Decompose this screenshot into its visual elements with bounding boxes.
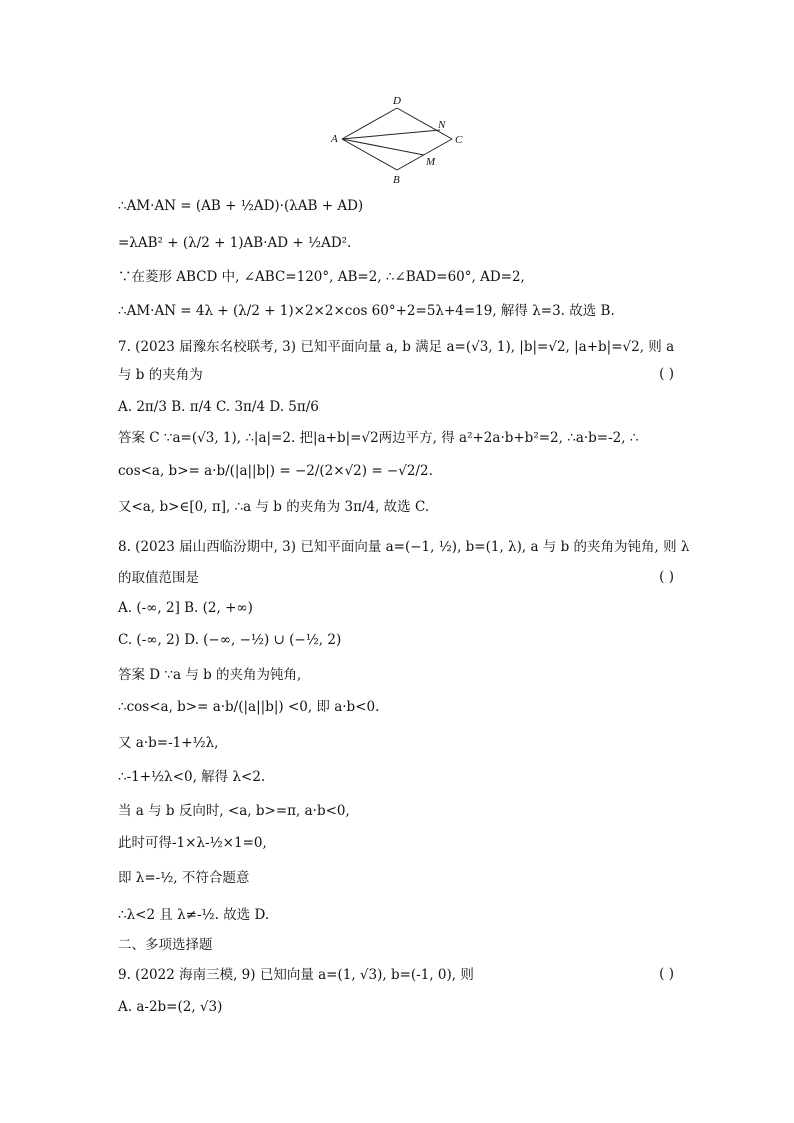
answer-bracket-8: ( ) bbox=[659, 569, 674, 585]
edge-BA bbox=[342, 139, 397, 170]
answer-8-line-2: ∴cos<a, b>= a·b/(|a||b|) <0, 即 a·b<0. bbox=[118, 699, 380, 715]
section-heading-multiple-choice: 二、多项选择题 bbox=[118, 937, 213, 953]
label-A: A bbox=[331, 133, 338, 145]
solution-line-4: ∴AM·AN = 4λ + (λ/2 + 1)×2×2×cos 60°+2=5λ+4=19, 解得 λ=3. 故选 B. bbox=[118, 303, 615, 319]
label-M: M bbox=[426, 156, 436, 168]
answer-bracket-7: ( ) bbox=[659, 366, 674, 382]
question-9-option-a: A. a-2b=(2, √3) bbox=[118, 999, 223, 1015]
answer-7-line-2: cos<a, b>= a·b/(|a||b|) = −2/(2×√2) = −√2/2. bbox=[118, 463, 433, 479]
answer-7-line-1: 答案 C ∵a=(√3, 1), ∴|a|=2. 把|a+b|=√2两边平方, 得 a²+2a·b+b²=2, ∴a·b=-2, ∴ bbox=[118, 430, 639, 446]
label-C: C bbox=[455, 134, 463, 146]
answer-7-line-3: 又<a, b>∈[0, π], ∴a 与 b 的夹角为 3π/4, 故选 C. bbox=[118, 499, 430, 515]
question-8-stem-cont: 的取值范围是 bbox=[118, 570, 199, 586]
label-D: D bbox=[393, 95, 401, 107]
answer-8-line-3: 又 a·b=-1+½λ, bbox=[118, 735, 219, 751]
solution-line-1: ∴AM·AN = (AB + ½AD)·(λAB + AD) bbox=[118, 198, 364, 214]
label-B: B bbox=[393, 174, 400, 186]
answer-8-line-1: 答案 D ∵a 与 b 的夹角为钝角, bbox=[118, 667, 302, 683]
question-8-stem: 8. (2023 届山西临汾期中, 3) 已知平面向量 a=(−1, ½), b=(1, λ), a 与 b 的夹角为钝角, 则 λ bbox=[118, 539, 690, 555]
answer-bracket-9: ( ) bbox=[659, 966, 674, 982]
segment-AM bbox=[342, 139, 424, 155]
answer-8-line-6: 此时可得-1×λ-½×1=0, bbox=[118, 835, 267, 851]
solution-line-2: =λAB² + (λ/2 + 1)AB·AD + ½AD². bbox=[118, 235, 352, 251]
answer-8-line-4: ∴-1+½λ<0, 解得 λ<2. bbox=[118, 769, 266, 785]
question-8-options-cd: C. (-∞, 2) D. (−∞, −½) ∪ (−½, 2) bbox=[118, 632, 342, 648]
answer-8-line-8: ∴λ<2 且 λ≠-½. 故选 D. bbox=[118, 907, 270, 923]
question-7-options: A. 2π/3 B. π/4 C. 3π/4 D. 5π/6 bbox=[118, 399, 319, 415]
solution-line-3: ∵在菱形 ABCD 中, ∠ABC=120°, AB=2, ∴∠BAD=60°, AD=2, bbox=[118, 269, 525, 285]
answer-8-line-7: 即 λ=-½, 不符合题意 bbox=[118, 870, 250, 886]
question-8-options-ab: A. (-∞, 2] B. (2, +∞) bbox=[118, 600, 253, 616]
question-9-stem: 9. (2022 海南三模, 9) 已知向量 a=(1, √3), b=(-1, 0), 则 bbox=[118, 967, 474, 983]
question-7-stem-cont: 与 b 的夹角为 bbox=[118, 367, 203, 383]
segment-AN bbox=[342, 130, 440, 139]
question-7-stem: 7. (2023 届豫东名校联考, 3) 已知平面向量 a, b 满足 a=(√3, 1), |b|=√2, |a+b|=√2, 则 a bbox=[118, 339, 675, 355]
edge-CB bbox=[397, 139, 452, 170]
answer-8-line-5: 当 a 与 b 反向时, <a, b>=π, a·b<0, bbox=[118, 803, 350, 819]
label-N: N bbox=[438, 119, 446, 131]
